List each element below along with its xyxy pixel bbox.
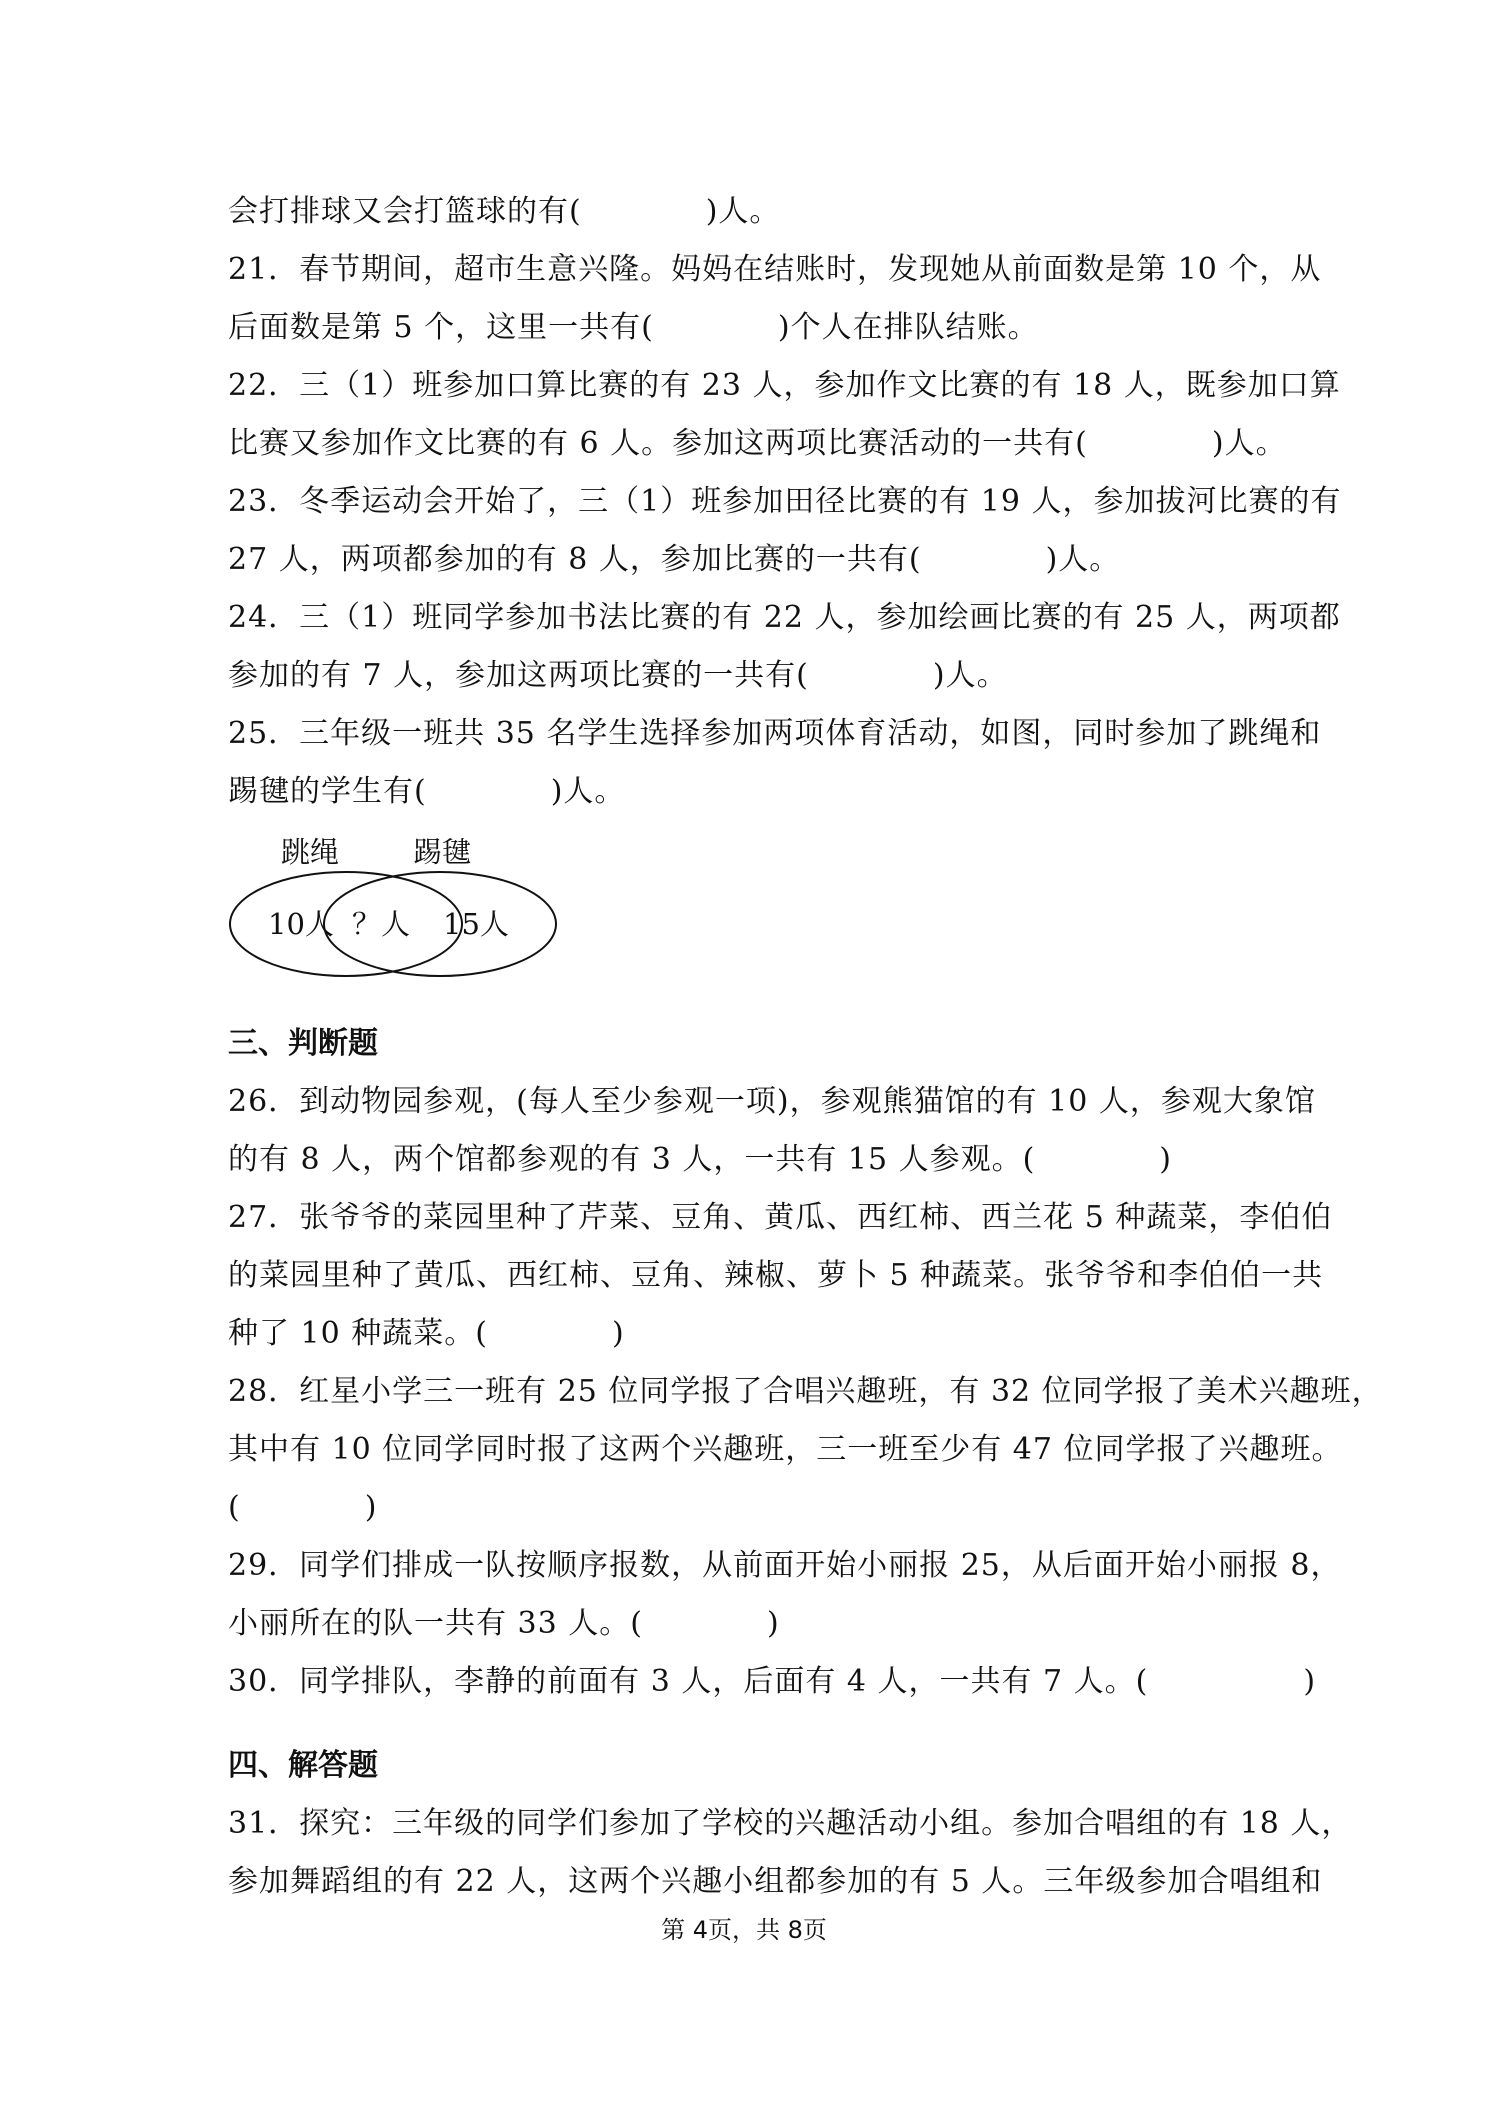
question-25-line-2: 踢毽的学生有( )人。 (228, 774, 626, 809)
venn-label-right: 踢毽 (413, 835, 472, 869)
question-24-line-2: 参加的有 7 人，参加这两项比赛的一共有( )人。 (228, 658, 1008, 693)
question-22-line-1: 22．三（1）班参加口算比赛的有 23 人，参加作文比赛的有 18 人，既参加口算 (228, 368, 1341, 403)
question-24-line-1: 24．三（1）班同学参加书法比赛的有 22 人，参加绘画比赛的有 25 人，两项都 (228, 600, 1341, 635)
question-28-line-1: 28．红星小学三一班有 25 位同学报了合唱兴趣班，有 32 位同学报了美术兴趣班， (228, 1374, 1383, 1409)
question-25-line-1: 25．三年级一班共 35 名学生选择参加两项体育活动，如图，同时参加了跳绳和 (228, 716, 1322, 751)
question-27-line-3: 种了 10 种蔬菜。( ) (228, 1316, 625, 1351)
venn-circle-left (230, 872, 462, 976)
venn-left-value: 10人 (268, 907, 334, 941)
venn-right-value: 15人 (443, 907, 509, 941)
question-28-line-3: ( ) (228, 1490, 378, 1525)
question-23-line-2: 27 人，两项都参加的有 8 人，参加比赛的一共有( )人。 (228, 542, 1121, 577)
venn-middle-value: ？人 (352, 907, 411, 941)
section-heading-judge: 三、判断题 (228, 1026, 378, 1061)
section-heading-answer: 四、解答题 (228, 1748, 378, 1783)
question-27-line-2: 的菜园里种了黄瓜、西红柿、豆角、辣椒、萝卜 5 种蔬菜。张爷爷和李伯伯一共 (228, 1258, 1324, 1293)
venn-label-left: 跳绳 (281, 835, 340, 869)
question-29-line-2: 小丽所在的队一共有 33 人。( ) (228, 1606, 780, 1641)
question-31-line-2: 参加舞蹈组的有 22 人，这两个兴趣小组都参加的有 5 人。三年级参加合唱组和 (228, 1864, 1323, 1899)
question-23-line-1: 23．冬季运动会开始了，三（1）班参加田径比赛的有 19 人，参加拔河比赛的有 (228, 484, 1342, 519)
question-31-line-1: 31．探究：三年级的同学们参加了学校的兴趣活动小组。参加合唱组的有 18 人， (228, 1806, 1353, 1841)
page-footer: 第 4页，共 8页 (661, 1916, 827, 1944)
question-26-line-2: 的有 8 人，两个馆都参观的有 3 人，一共有 15 人参观。( ) (228, 1142, 1172, 1177)
question-29-line-1: 29．同学们排成一队按顺序报数，从前面开始小丽报 25，从后面开始小丽报 8， (228, 1548, 1342, 1583)
question-28-line-2: 其中有 10 位同学同时报了这两个兴趣班，三一班至少有 47 位同学报了兴趣班。 (228, 1432, 1343, 1467)
question-22-line-2: 比赛又参加作文比赛的有 6 人。参加这两项比赛活动的一共有( )人。 (228, 426, 1287, 461)
question-27-line-1: 27．张爷爷的菜园里种了芹菜、豆角、黄瓜、西红柿、西兰花 5 种蔬菜，李伯伯 (228, 1200, 1333, 1235)
question-20-continued: 会打排球又会打篮球的有( )人。 (228, 194, 781, 229)
question-30-line-1: 30．同学排队，李静的前面有 3 人，后面有 4 人，一共有 7 人。( ) (228, 1664, 1317, 1699)
question-21-line-2: 后面数是第 5 个，这里一共有( )个人在排队结账。 (228, 310, 1039, 345)
question-26-line-1: 26．到动物园参观，(每人至少参观一项)，参观熊猫馆的有 10 人，参观大象馆 (228, 1084, 1316, 1119)
venn-diagram (228, 830, 558, 980)
question-21-line-1: 21．春节期间，超市生意兴隆。妈妈在结账时，发现她从前面数是第 10 个，从 (228, 252, 1322, 287)
